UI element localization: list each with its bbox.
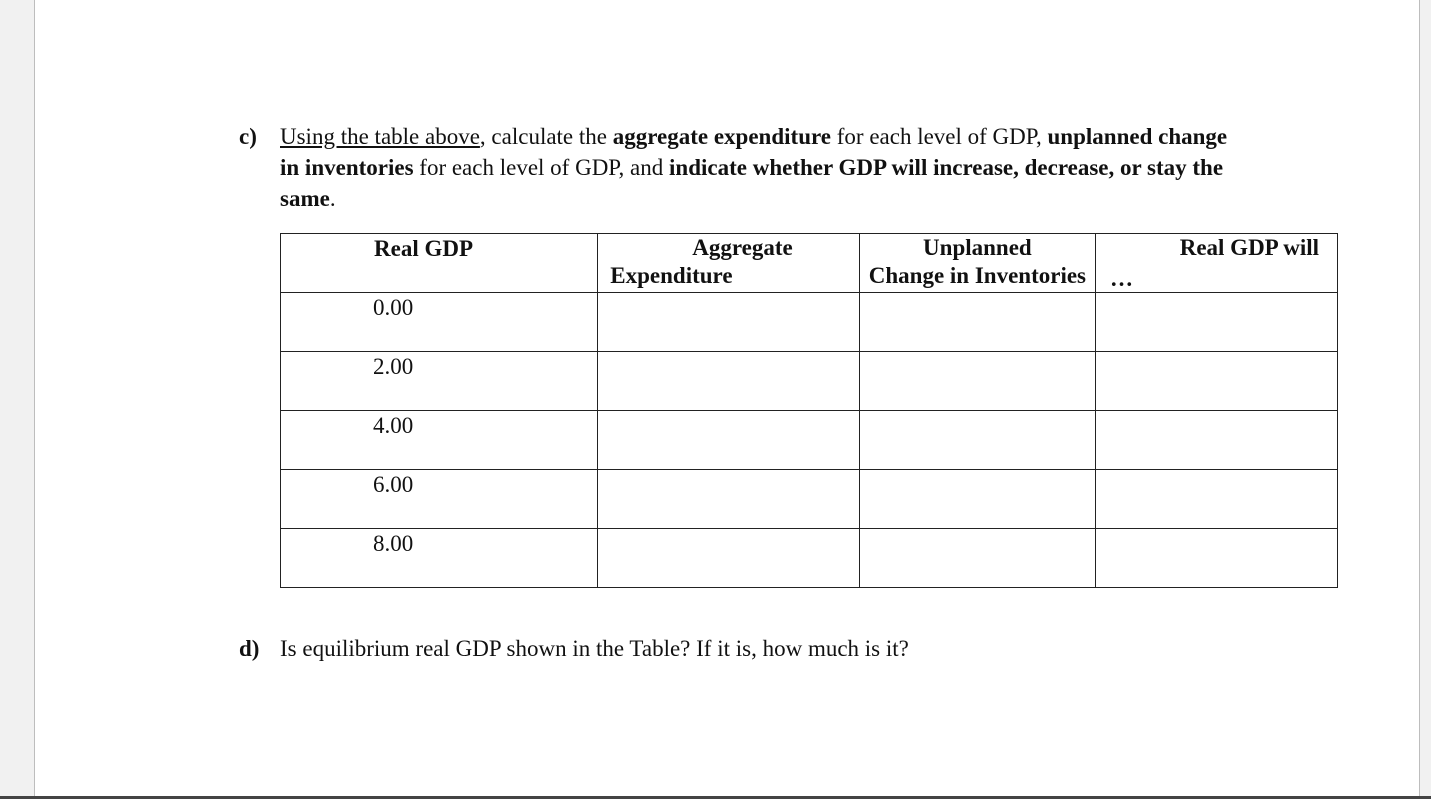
cell-unplanned-change[interactable] xyxy=(859,352,1095,411)
cell-gdp-will[interactable] xyxy=(1095,411,1337,470)
cell-gdp-will[interactable] xyxy=(1095,352,1337,411)
question-d-text: Is equilibrium real GDP shown in the Table? If it is, how much is it? xyxy=(280,636,909,661)
question-c-text xyxy=(280,121,1239,214)
question-c-segment: , calculate the xyxy=(479,124,613,149)
header-gdp-will: Real GDP will … xyxy=(1095,234,1337,293)
question-d-label: d) xyxy=(239,636,260,661)
question-c-segment: aggregate expenditure xyxy=(612,124,831,149)
question-c-segment: unplanned change in inventories xyxy=(280,124,1228,180)
cell-aggregate-expenditure[interactable] xyxy=(598,470,860,529)
cell-unplanned-change[interactable] xyxy=(859,470,1095,529)
cell-aggregate-expenditure[interactable] xyxy=(598,352,860,411)
document-page xyxy=(34,0,1420,796)
cell-gdp-will[interactable] xyxy=(1095,293,1337,352)
header-real-gdp: Real GDP xyxy=(281,234,598,293)
question-d xyxy=(239,633,1139,664)
question-c xyxy=(239,121,1239,214)
cell-unplanned-change[interactable] xyxy=(859,411,1095,470)
question-c-segment: . xyxy=(329,186,336,211)
cell-real-gdp: 6.00 xyxy=(281,470,598,529)
header-ellipsis: … xyxy=(1109,266,1134,291)
question-c-segment: for each level of GDP, xyxy=(831,124,1048,149)
cell-real-gdp: 8.00 xyxy=(281,529,598,588)
cell-aggregate-expenditure[interactable] xyxy=(598,293,860,352)
gdp-table xyxy=(280,233,1338,588)
cell-real-gdp: 4.00 xyxy=(281,411,598,470)
cell-aggregate-expenditure[interactable] xyxy=(598,529,860,588)
table-row xyxy=(281,529,1338,588)
table-header-row xyxy=(281,234,1338,293)
cell-real-gdp: 0.00 xyxy=(281,293,598,352)
question-c-segment: for each level of GDP, and xyxy=(413,155,670,180)
header-unplanned-change: Unplanned Change in Inventories xyxy=(859,234,1095,293)
question-c-segment: Using the table above xyxy=(280,124,480,149)
table-row xyxy=(281,411,1338,470)
cell-real-gdp: 2.00 xyxy=(281,352,598,411)
table-row xyxy=(281,293,1338,352)
cell-unplanned-change[interactable] xyxy=(859,293,1095,352)
cell-unplanned-change[interactable] xyxy=(859,529,1095,588)
table-row xyxy=(281,352,1338,411)
cell-aggregate-expenditure[interactable] xyxy=(598,411,860,470)
question-c-label: c) xyxy=(239,124,257,149)
table-row xyxy=(281,470,1338,529)
cell-gdp-will[interactable] xyxy=(1095,529,1337,588)
question-c-segment: indicate whether GDP will increase, decrease, or stay the same xyxy=(280,155,1224,211)
cell-gdp-will[interactable] xyxy=(1095,470,1337,529)
header-aggregate-expenditure: Aggregate Expenditure xyxy=(598,234,860,293)
